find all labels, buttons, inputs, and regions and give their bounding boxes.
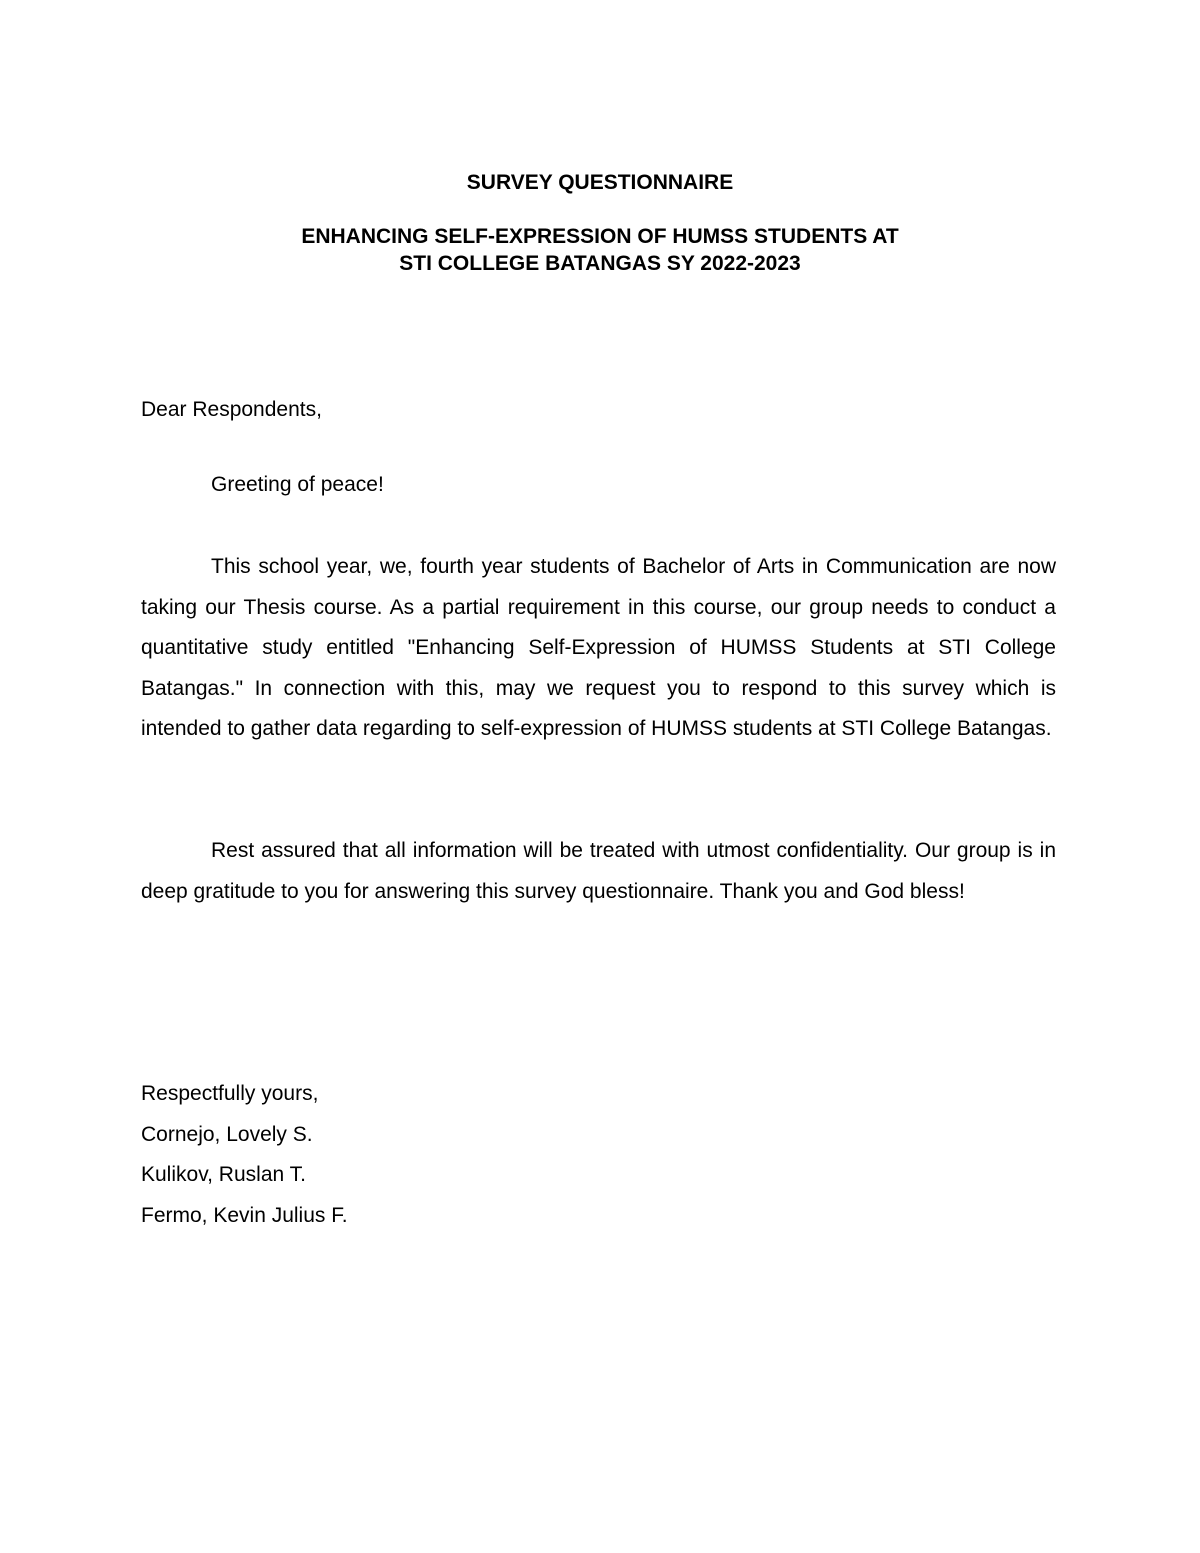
body-paragraph-confidentiality: Rest assured that all information will be treated with utmost confidentiality. Our group is in deep gratitude to you for answering this survey questionnaire. Thank you and God bless! bbox=[141, 839, 1056, 903]
document-title: SURVEY QUESTIONNAIRE bbox=[466, 171, 734, 194]
greeting: Greeting of peace! bbox=[211, 473, 384, 496]
signatory-name: Cornejo, Lovely S. bbox=[141, 1123, 313, 1146]
signatory-name: Kulikov, Ruslan T. bbox=[141, 1163, 306, 1186]
document-subtitle-line-1: ENHANCING SELF-EXPRESSION OF HUMSS STUDENTS AT bbox=[301, 225, 899, 248]
closing: Respectfully yours, bbox=[141, 1082, 319, 1105]
signatory-name: Fermo, Kevin Julius F. bbox=[141, 1204, 348, 1227]
document-subtitle-line-2: STI COLLEGE BATANGAS SY 2022-2023 bbox=[399, 252, 801, 275]
salutation: Dear Respondents, bbox=[141, 398, 322, 421]
body-paragraph-intro: This school year, we, fourth year students of Bachelor of Arts in Communication are now taking our Thesis course. As a partial requirement in this course, our group needs to conduct a quantitative study entitled "Enhancing Self-Expression of HUMSS Students at STI College Batangas." In connection with this, may we request you to respond to this survey which is intended to gather data regarding to self-expression of HUMSS students at STI College Batangas. bbox=[141, 555, 1056, 741]
